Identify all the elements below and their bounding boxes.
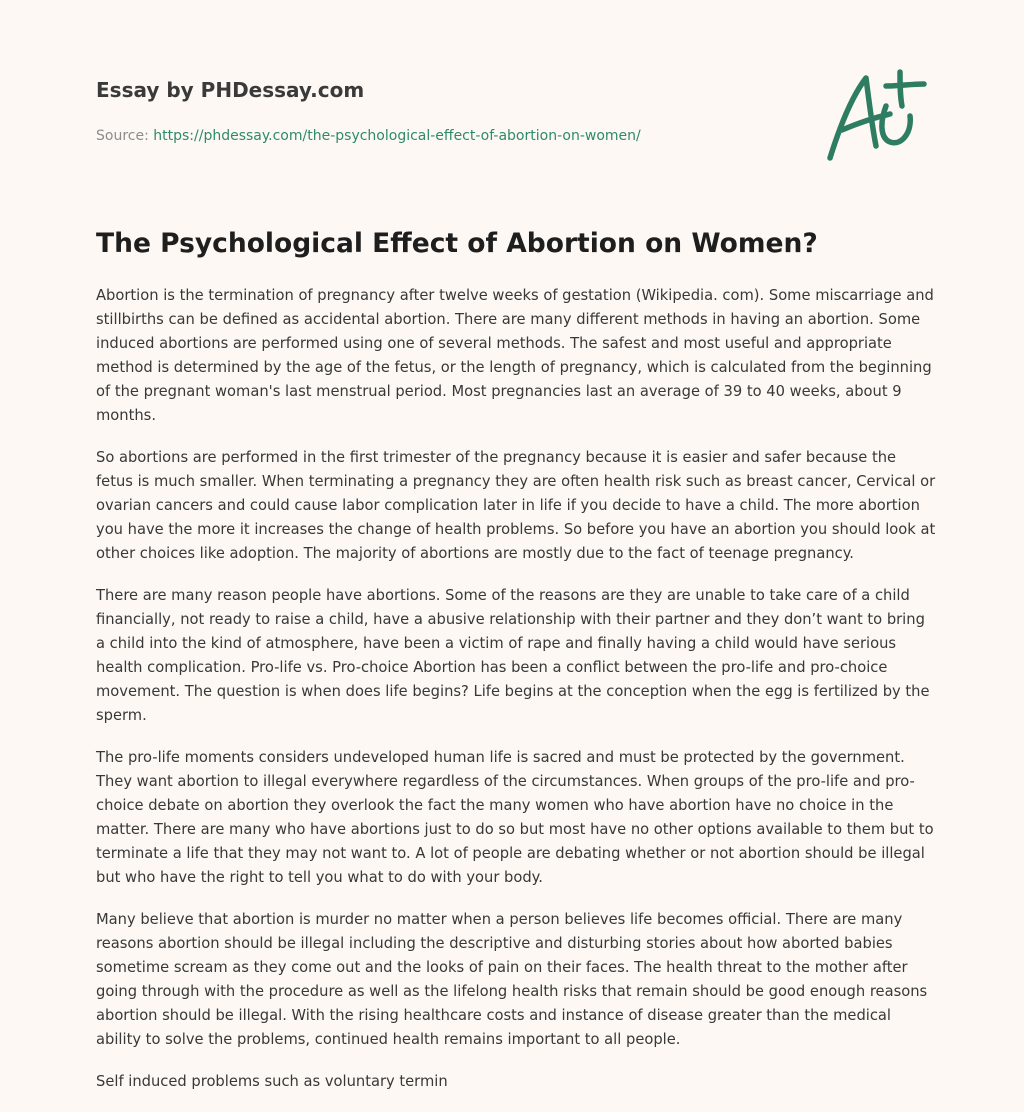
paragraph: There are many reason people have abortions. Some of the reasons are they are unable to take care of a child financially, not ready to raise a child, have a abusive relationship with their partner and they don’t want to bring a child into the kind of atmosphere, have been a victim of rape and finally having a child would have serious health complication. Pro-life vs. Pro-choice Abortion has been a conflict between the pro-life and pro-choice movement. The question is when does life begins? Life begins at the conception when the egg is fertilized by the sperm. [96, 587, 930, 724]
paragraph: Abortion is the termination of pregnancy after twelve weeks of gestation (Wikipedia. com). Some miscarriage and stillbirths can be defined as accidental abortion. There are many different methods in having an abortion. Some induced abortions are performed using one of several methods. The safest and most useful and appropriate method is determined by the age of the fetus, or the length of pregnancy, which is calculated from the beginning of the pregnant woman's last menstrual period. Most pregnancies last an average of 39 to 40 weeks, about 9 months. [96, 287, 934, 424]
source-link[interactable]: https://phdessay.com/the-psychological-effect-of-abortion-on-women/ [153, 128, 641, 144]
essay-header [96, 76, 796, 146]
paragraph: Self induced problems such as voluntary termin [96, 1073, 448, 1090]
essay-body [96, 284, 936, 1112]
a-plus-logo-icon [820, 66, 930, 166]
brand-title: Essay by PHDessay.com [96, 78, 365, 102]
source-label: Source: [96, 128, 149, 144]
source-line [96, 126, 796, 146]
paragraph: So abortions are performed in the first trimester of the pregnancy because it is easier and safer because the fetus is much smaller. When terminating a pregnancy they are often health risk such as breast cancer, Cervical or ovarian cancers and could cause labor complication later in life if you decide to have a child. The more abortion you have the more it increases the change of health problems. So before you have an abortion you should look at other choices like adoption. The majority of abortions are mostly due to the fact of teenage pregnancy. [96, 449, 936, 562]
essay-title: The Psychological Effect of Abortion on Women? [96, 228, 818, 259]
paragraph: Many believe that abortion is murder no matter when a person believes life becomes official. There are many reasons abortion should be illegal including the descriptive and disturbing stories about how aborted babies sometime scream as they come out and the looks of pain on their faces. The health threat to the mother after going through with the procedure as well as the lifelong health risks that remain should be good enough reasons abortion should be illegal. With the rising healthcare costs and instance of disease greater than the medical ability to solve the problems, continued health remains important to all people. [96, 911, 928, 1048]
paragraph: The pro-life moments considers undeveloped human life is sacred and must be protected by the government. They want abortion to illegal everywhere regardless of the circumstances. When groups of the pro-life and pro-choice debate on abortion they overlook the fact the many women who have abortion have no choice in the matter. There are many who have abortions just to do so but most have no other options available to them but to terminate a life that they may not want to. A lot of people are debating whether or not abortion should be illegal but who have the right to tell you what to do with your body. [96, 749, 934, 886]
